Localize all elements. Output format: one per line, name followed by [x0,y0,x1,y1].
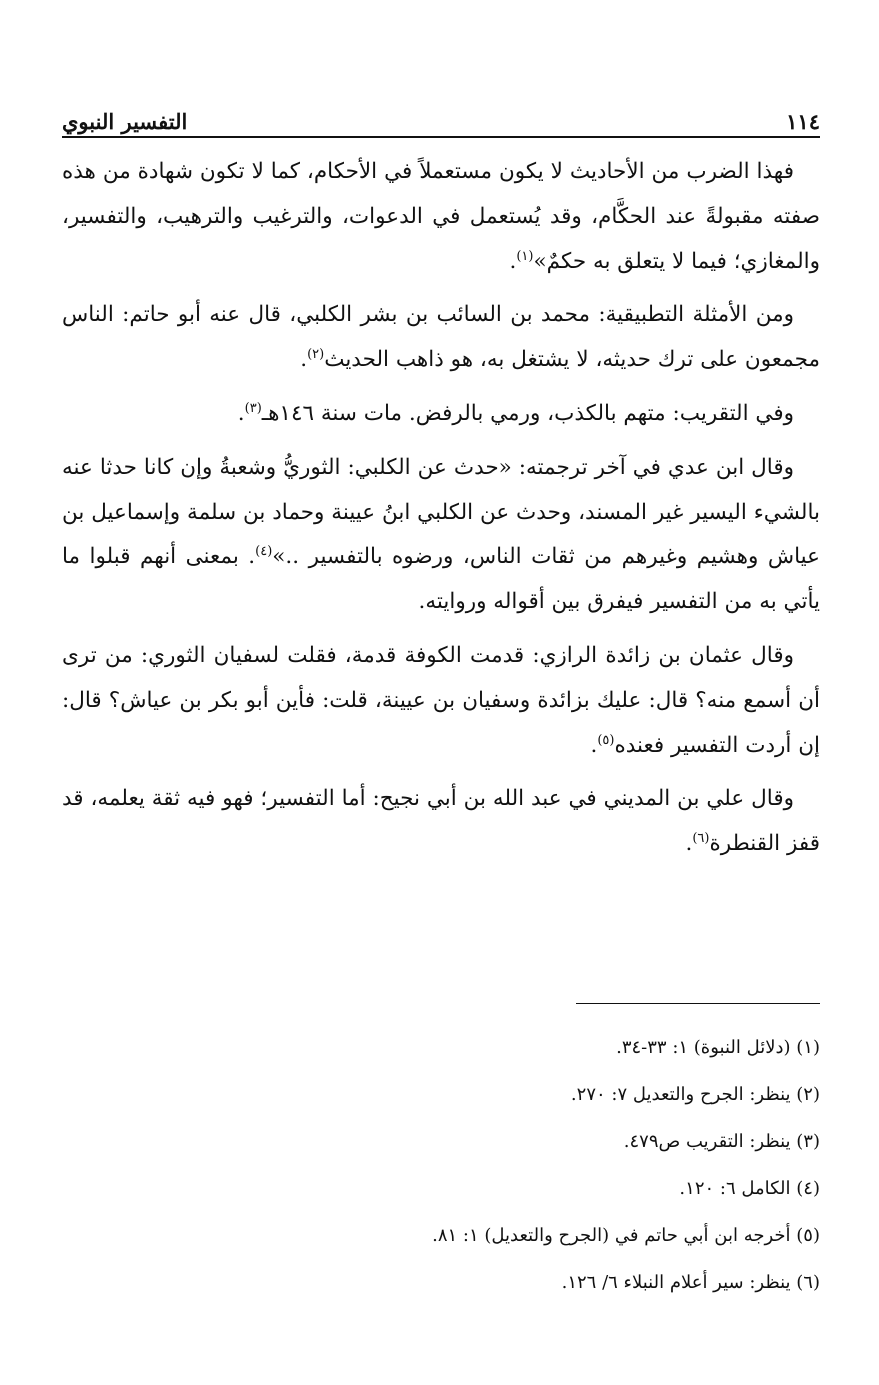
footnote-marker: (٦) [692,831,710,846]
footnote-item: (٣) ينظر: التقريب ص٤٧٩. [623,1131,820,1152]
footnote-marker: (٥) [597,732,615,748]
running-header [62,104,820,134]
paragraph [62,634,820,768]
book-page [62,0,820,1385]
footnote-item: (٤) الكامل ٦: ١٢٠. [679,1178,820,1199]
paragraph-text: وقال ابن عدي في آخر ترجمته: «حدث عن الكلبي: الثوريُّ وشعبةُ وإن كانا حدثا عنه بالشيء اليسير غير المسند، وحدث عن الكلبي ابنُ عيينة وحماد بن سلمة وإسماعيل بن عياش وهشيم وغيرهم من ثقات الناس، ورضوه بالتفسير ..» [62,454,820,570]
paragraph [62,777,820,867]
footnote-marker: (٤) [255,544,273,560]
body-text [62,150,820,876]
paragraph-text: ومن الأمثلة التطبيقية: محمد بن السائب بن بشر الكلبي، قال عنه أبو حاتم: الناس مجمعون على ترك حديثه، لا يشتغل به، هو ذاهب الحديث [62,302,820,373]
running-title: التفسير النبوي [62,109,188,134]
paragraph-tail: . [509,248,517,274]
paragraph [62,446,820,625]
paragraph [62,392,820,437]
header-rule [62,136,820,138]
footnote-marker: (١) [516,248,534,264]
paragraph-tail: . بمعنى أنهم قبلوا ما يأتي به من التفسير فيفرق بين أقواله وروايته. [62,544,820,615]
footnote-marker: (٣) [244,400,262,416]
footnote-item: (٥) أخرجه ابن أبي حاتم في (الجرح والتعديل) ١: ٨١. [432,1225,820,1246]
paragraph [62,293,820,383]
paragraph [62,150,820,284]
page-number: ١١٤ [786,109,820,134]
paragraph-tail: . [237,400,245,426]
footnote-item: (٢) ينظر: الجرح والتعديل ٧: ٢٧٠. [570,1084,820,1105]
footnote-rule [576,1003,820,1004]
paragraph-text: فهذا الضرب من الأحاديث لا يكون مستعملاً في الأحكام، كما لا تكون شهادة من هذه صفته مقبولةً عند الحكَّام، وقد يُستعمل في الدعوات، والترغيب والترهيب، والتفسير، والمغازي؛ فيما لا يتعلق به حكمٌ» [62,159,820,274]
paragraph-text: وفي التقريب: متهم بالكذب، ورمي بالرفض. مات سنة ١٤٦هـ [261,400,794,426]
footnote-item: (٦) ينظر: سير أعلام النبلاء ٦/ ١٢٦. [561,1272,820,1293]
footnote-item: (١) (دلائل النبوة) ١: ٣٣-٣٤. [616,1037,820,1058]
paragraph-tail: . [590,732,598,758]
paragraph-text: وقال عثمان بن زائدة الرازي: قدمت الكوفة قدمة، فقلت لسفيان الثوري: من ترى أن أسمع منه؟ قال: عليك بزائدة وسفيان بن عيينة، قلت: فأين أبو بكر بن عياش؟ قال: إن أردت التفسير فعنده [62,642,820,758]
footnotes [62,1024,820,1306]
paragraph-tail: . [685,831,693,857]
footnote-marker: (٢) [307,347,325,363]
paragraph-text: وقال علي بن المديني في عبد الله بن أبي نجيح: أما التفسير؛ فهو فيه ثقة يعلمه، قد قفز القنطرة [62,786,820,857]
paragraph-tail: . [300,347,308,373]
